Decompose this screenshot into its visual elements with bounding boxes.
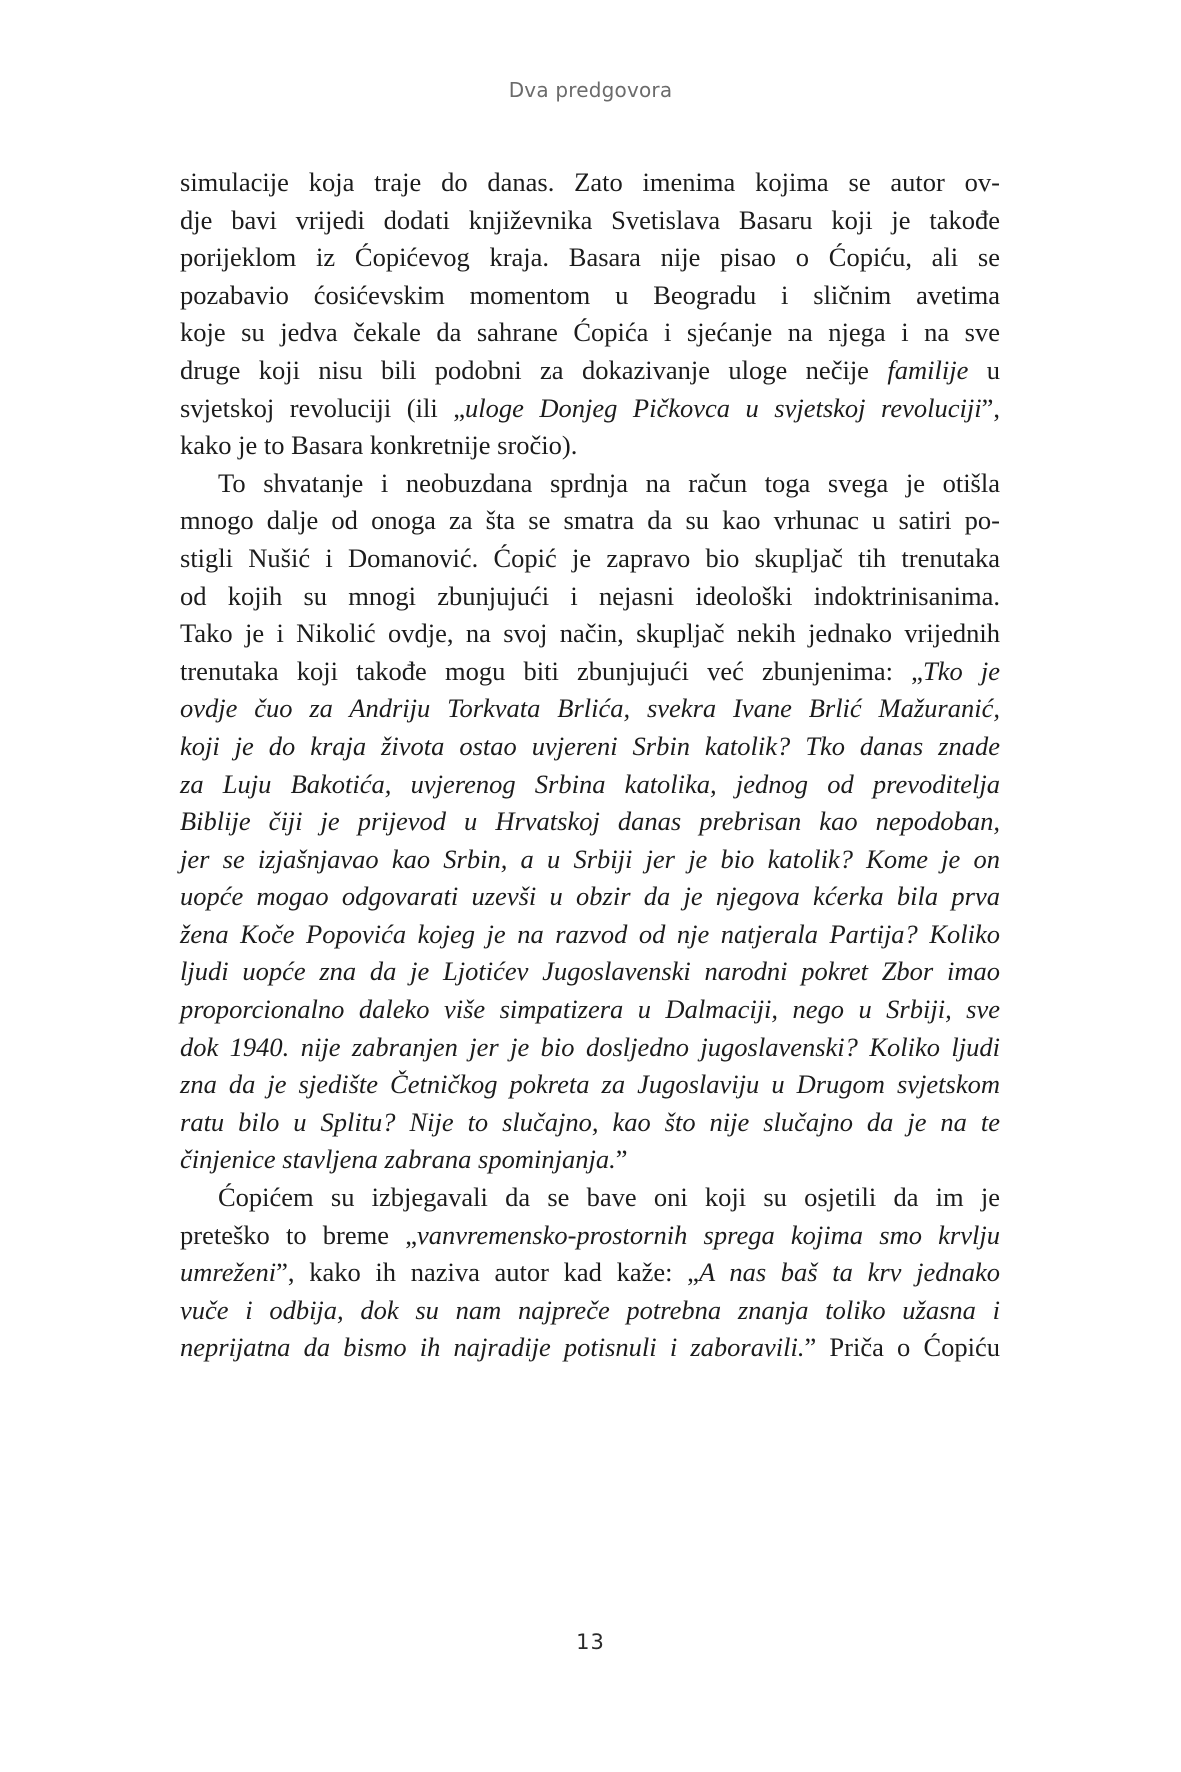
text-segment: Tako je i Nikolić ovdje, na svoj način, skupljač nekih jednako vrijednih	[180, 618, 1000, 649]
text-segment: druge koji nisu bili podobni za dokazivanje uloge nečije	[180, 354, 888, 385]
italic-text: ljudi uopće zna da je Ljotićev Jugoslavenski narodni pokret Zbor imao	[180, 956, 1000, 987]
text-line	[180, 1141, 1000, 1179]
text-line	[180, 766, 1000, 804]
page-number: 13	[576, 1630, 605, 1654]
text-segment: stigli Nušić i Domanović. Ćopić je zapravo bio skupljač tih trenutaka	[180, 542, 1000, 573]
text-line	[180, 653, 1000, 691]
text-segment: svjetskoj revoluciji (ili „	[180, 392, 465, 423]
text-line	[180, 540, 1000, 578]
italic-text: Tko je	[922, 655, 1001, 686]
text-line	[180, 352, 1000, 390]
text-line	[180, 465, 1000, 503]
italic-text: koji je do kraja života ostao uvjereni Srbin katolik? Tko danas znade	[180, 730, 1000, 761]
italic-text: činjenice stavljena zabrana spominjanja.	[180, 1144, 616, 1175]
italic-text: familije	[887, 354, 969, 385]
italic-text: ratu bilo u Splitu? Nije to slučajno, kao što nije slučajno da je na te	[180, 1106, 1000, 1137]
italic-text: vuče i odbija, dok su nam najpreče potrebna znanja toliko užasna i	[180, 1294, 1000, 1325]
text-segment: od kojih su mnogi zbunjujući i nejasni ideološki indoktrinisanima.	[180, 580, 1000, 611]
italic-text: jer se izjašnjavao kao Srbin, a u Srbiji jer je bio katolik? Kome je on	[180, 843, 1000, 874]
text-segment: simulacije koja traje do danas. Zato imenima kojima se autor ov-	[180, 167, 1000, 197]
text-line	[180, 277, 1000, 315]
text-line	[180, 878, 1000, 916]
text-line	[180, 803, 1000, 841]
italic-text: za Luju Bakotića, uvjerenog Srbina katolika, jednog od prevoditelja	[180, 768, 1000, 799]
text-line	[180, 1104, 1000, 1142]
text-segment: dje bavi vrijedi dodati književnika Svetislava Basaru koji je takođe	[180, 204, 1000, 235]
text-line	[180, 1217, 1000, 1255]
italic-text: dok 1940. nije zabranjen jer je bio dosljedno jugoslavenski? Koliko ljudi	[180, 1031, 1000, 1062]
italic-text: Biblije čiji je prijevod u Hrvatskoj danas prebrisan kao nepodoban,	[180, 806, 1000, 837]
italic-text: žena Koče Popovića kojeg je na razvod od nje natjerala Partija? Koliko	[180, 918, 1000, 949]
text-segment: trenutaka koji takođe mogu biti zbunjujući već zbunjenima: „	[180, 655, 923, 686]
text-segment: mnogo dalje od onoga za šta se smatra da su kao vrhunac u satiri po-	[180, 505, 1000, 536]
text-line	[180, 1029, 1000, 1067]
text-line	[180, 615, 1000, 653]
italic-text: umreženi	[180, 1257, 277, 1288]
text-line	[180, 690, 1000, 728]
italic-text: ovdje čuo za Andriju Torkvata Brlića, svekra Ivane Brlić Mažuranić,	[180, 693, 1000, 724]
text-segment: preteško to breme „	[180, 1219, 417, 1250]
text-segment: ”,	[981, 392, 1000, 423]
text-line	[180, 1254, 1000, 1292]
italic-text: vanvremensko-prostornih sprega kojima smo krvlju	[417, 1219, 1000, 1250]
text-line	[180, 991, 1000, 1029]
text-segment: koje su jedva čekale da sahrane Ćopića i sjećanje na njega i na sve	[180, 317, 1000, 348]
text-line	[180, 953, 1000, 991]
italic-text: zna da je sjedište Četničkog pokreta za Jugoslaviju u Drugom svjetskom	[180, 1069, 1000, 1100]
italic-text: uopće mogao odgovarati uzevši u obzir da je njegova kćerka bila prva	[180, 881, 1000, 912]
text-line	[180, 841, 1000, 879]
text-line	[180, 1292, 1000, 1330]
text-line	[180, 502, 1000, 540]
text-line	[180, 390, 1000, 428]
text-segment: ”, kako ih naziva autor kad kaže: „	[276, 1257, 699, 1288]
text-line	[180, 1329, 1000, 1367]
text-line	[180, 728, 1000, 766]
body-text	[180, 164, 1000, 1367]
text-segment: ” Priča o Ćopiću	[804, 1332, 1000, 1363]
text-segment: ”	[615, 1144, 628, 1175]
running-head: Dva predgovora	[508, 78, 673, 102]
italic-text: A nas baš ta krv jednako	[698, 1257, 1000, 1288]
text-line	[180, 239, 1000, 277]
text-line	[180, 1066, 1000, 1104]
text-segment: u	[968, 354, 1001, 385]
text-segment: pozabavio ćosićevskim momentom u Beogradu i sličnim avetima	[180, 279, 1000, 310]
text-segment: porijeklom iz Ćopićevog kraja. Basara nije pisao o Ćopiću, ali se	[180, 242, 1000, 273]
text-segment: To shvatanje i neobuzdana sprdnja na račun toga svega je otišla	[218, 467, 1000, 498]
text-line	[180, 164, 1000, 202]
text-line	[180, 578, 1000, 616]
italic-text: uloge Donjeg Pičkovca u svjetskoj revoluciji	[464, 392, 982, 423]
italic-text: proporcionalno daleko više simpatizera u Dalmaciji, nego u Srbiji, sve	[180, 994, 1000, 1025]
italic-text: neprijatna da bismo ih najradije potisnuli i zaboravili.	[180, 1332, 805, 1363]
text-line	[180, 1179, 1000, 1217]
text-line	[180, 916, 1000, 954]
text-segment: Ćopićem su izbjegavali da se bave oni koji su osjetili da im je	[218, 1182, 1000, 1213]
text-line	[180, 314, 1000, 352]
text-segment: kako je to Basara konkretnije sročio).	[180, 430, 578, 461]
text-line	[180, 427, 1000, 465]
text-line	[180, 202, 1000, 240]
